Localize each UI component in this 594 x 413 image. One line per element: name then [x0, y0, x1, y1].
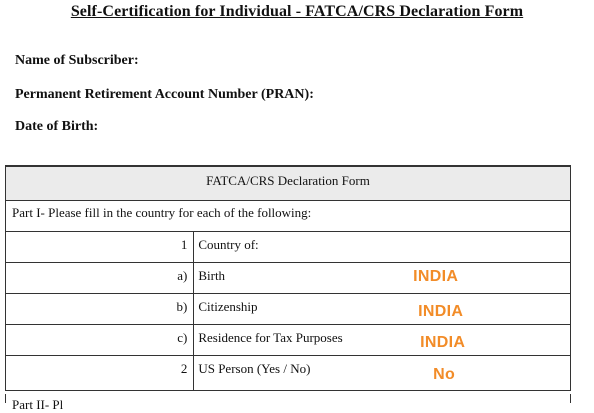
part-two-row-partial	[5, 394, 571, 412]
row-index: c)	[6, 324, 194, 355]
row-value	[382, 231, 570, 262]
answer-text: INDIA	[413, 267, 459, 285]
table-row	[6, 262, 571, 293]
row-index: a)	[6, 262, 194, 293]
row-label: Country of:	[194, 231, 382, 262]
country-of-birth-value	[382, 262, 570, 293]
table-caption-row	[6, 166, 571, 200]
answer-text: No	[433, 365, 456, 383]
row-label: Birth	[194, 262, 382, 293]
answer-text: INDIA	[420, 333, 466, 351]
row-label: Residence for Tax Purposes	[194, 324, 382, 355]
table-caption: FATCA/CRS Declaration Form	[6, 166, 571, 200]
declaration-table	[5, 165, 571, 391]
answer-text: INDIA	[418, 302, 464, 320]
tax-residence-value	[382, 324, 570, 355]
row-index: 2	[6, 355, 194, 390]
part-one-row	[6, 200, 571, 231]
table-row	[6, 293, 571, 324]
pran-label: Permanent Retirement Account Number (PRAN):	[15, 87, 314, 102]
us-person-value	[382, 355, 570, 390]
page-title: Self-Certification for Individual - FATCA/CRS Declaration Form	[70, 3, 524, 20]
part-two-heading-partial: Part II- Pl	[12, 397, 64, 412]
table-row	[6, 355, 571, 390]
subscriber-name-label: Name of Subscriber:	[15, 53, 139, 68]
row-index: 1	[6, 231, 194, 262]
citizenship-value	[382, 293, 570, 324]
date-of-birth-label: Date of Birth:	[15, 119, 99, 134]
part-one-heading: Part I- Please fill in the country for each of the following:	[6, 200, 571, 231]
row-label: Citizenship	[194, 293, 382, 324]
row-index: b)	[6, 293, 194, 324]
table-row	[6, 324, 571, 355]
row-label: US Person (Yes / No)	[194, 355, 382, 390]
table-row	[6, 231, 571, 262]
